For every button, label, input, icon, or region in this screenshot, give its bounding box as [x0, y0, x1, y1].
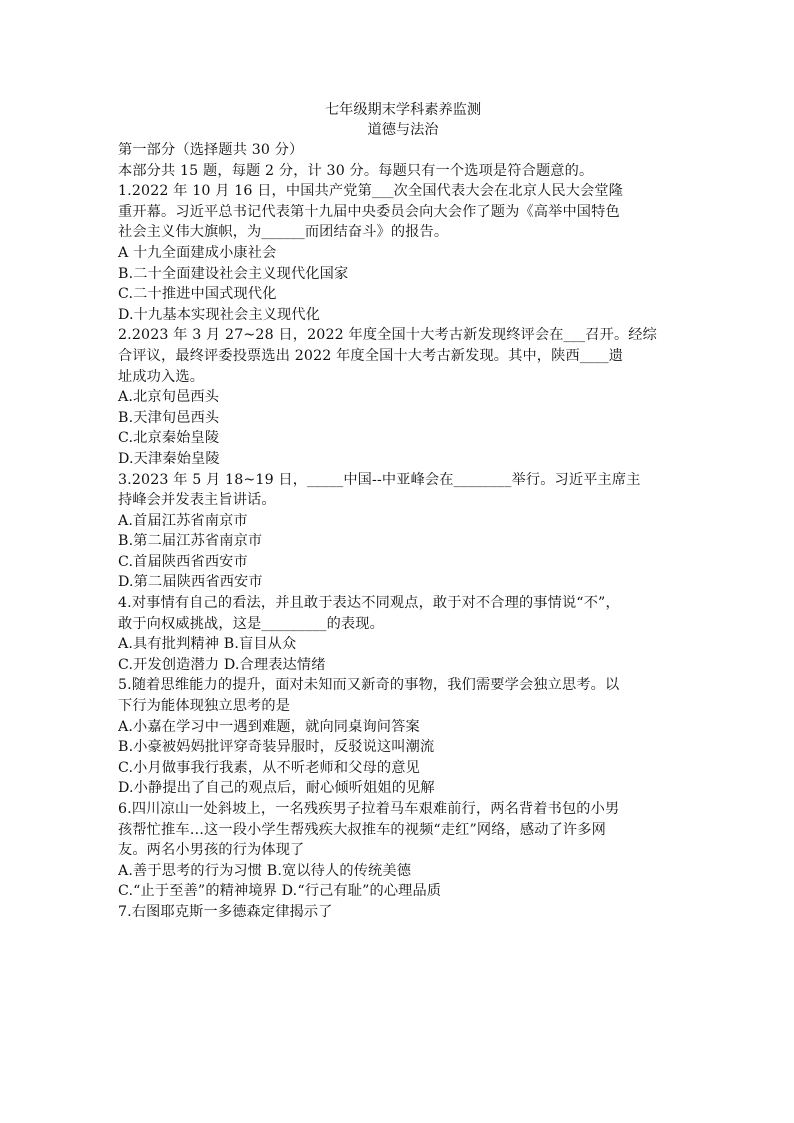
section-title: 第一部分（选择题共 30 分） [118, 142, 304, 158]
answer-option: A.具有批判精神 B.盲目从众 [118, 636, 297, 653]
question-1 [118, 181, 688, 325]
answer-option: D.天津秦始皇陵 [118, 450, 220, 467]
question-stem-line: 6.四川凉山一处斜坡上，一名残疾男子拉着马车艰难前行，两名背着书包的小男 [118, 801, 620, 817]
question-5 [118, 675, 688, 799]
answer-option: A.北京旬邑西头 [118, 389, 220, 406]
exam-content [118, 100, 688, 923]
answer-option: C.“止于至善”的精神境界 D.“行己有耻”的心理品质 [118, 883, 442, 900]
answer-option: A.首届江苏省南京市 [118, 512, 248, 529]
question-7 [118, 902, 688, 923]
question-stem-line: 4.对事情有自己的看法，并且敢于表达不同观点，敢于对不合理的事情说“不”， [118, 595, 620, 612]
answer-option: B.天津旬邑西头 [118, 409, 220, 426]
question-4 [118, 593, 688, 675]
question-stem-line: 下行为能体现独立思考的是 [118, 698, 291, 715]
answer-option: D.十九基本实现社会主义现代化 [118, 306, 321, 323]
answer-option: C.小月做事我行我素，从不听老师和父母的意见 [118, 759, 420, 776]
answer-option: A.小嘉在学习中一遇到难题，就向同桌询问答案 [118, 718, 420, 735]
question-stem-line: 社会主义伟大旗帜，为______而团结奋斗》的报告。 [118, 224, 449, 241]
answer-option: B.小豪被妈妈批评穿奇装异服时，反驳说这叫潮流 [118, 739, 435, 756]
answer-option: C.开发创造潜力 D.合理表达情绪 [118, 656, 326, 673]
question-stem-line: 重开幕。习近平总书记代表第十九届中央委员会向大会作了题为《高举中国特色 [118, 203, 620, 220]
question-stem-line: 址成功入选。 [118, 368, 205, 385]
question-stem-line: 7.右图耶克斯一多德森定律揭示了 [118, 903, 333, 920]
answer-option: B.第二届江苏省南京市 [118, 533, 263, 550]
question-stem-line: 持峰会并发表主旨讲话。 [118, 492, 276, 509]
question-6 [118, 799, 688, 902]
answer-option: C.首届陕西省西安市 [118, 553, 248, 570]
question-stem-line: 孩帮忙推车…这一段小学生帮残疾大叔推车的视频“走红”网络，感动了许多网 [118, 821, 606, 838]
question-stem-line: 敢于向权威挑战，这是_________的表现。 [118, 615, 384, 632]
question-stem-line: 友。两名小男孩的行为体现了 [118, 842, 305, 859]
answer-option: A 十九全面建成小康社会 [118, 244, 277, 261]
question-stem-line: 1.2022 年 10 月 16 日，中国共产党第___次全国代表大会在北京人民大会堂隆 [118, 183, 624, 200]
answer-option: B.二十全面建设社会主义现代化国家 [118, 265, 349, 282]
question-2 [118, 325, 688, 469]
question-stem-line: 3.2023 年 5 月 18~19 日，_____中国--中亚峰会在________举行。习近平主席主 [118, 471, 641, 488]
answer-option: D.第二届陕西省西安市 [118, 574, 263, 591]
answer-option: C.二十推进中国式现代化 [118, 286, 277, 303]
answer-option: A.善于思考的行为习惯 B.宽以待人的传统美德 [118, 862, 412, 879]
subject-title: 道德与法治 [367, 122, 439, 138]
question-stem-line: 合评议，最终评委投票选出 2022 年度全国十大考古新发现。其中，陕西____遗 [118, 347, 624, 364]
question-stem-line: 2.2023 年 3 月 27~28 日，2022 年度全国十大考古新发现终评会在___召开。经综 [118, 327, 657, 344]
answer-option: D.小静提出了自己的观点后，耐心倾听姐姐的见解 [118, 780, 435, 797]
answer-option: C.北京秦始皇陵 [118, 430, 220, 447]
section-instructions: 本部分共 15 题，每题 2 分，计 30 分。每题只有一个选项是符合题意的。 [118, 162, 594, 179]
question-stem-line: 5.随着思维能力的提升，面对未知而又新奇的事物，我们需要学会独立思考。以 [118, 677, 620, 694]
question-list [118, 181, 688, 922]
question-3 [118, 470, 688, 594]
exam-title: 七年级期末学科素养监测 [324, 102, 482, 118]
